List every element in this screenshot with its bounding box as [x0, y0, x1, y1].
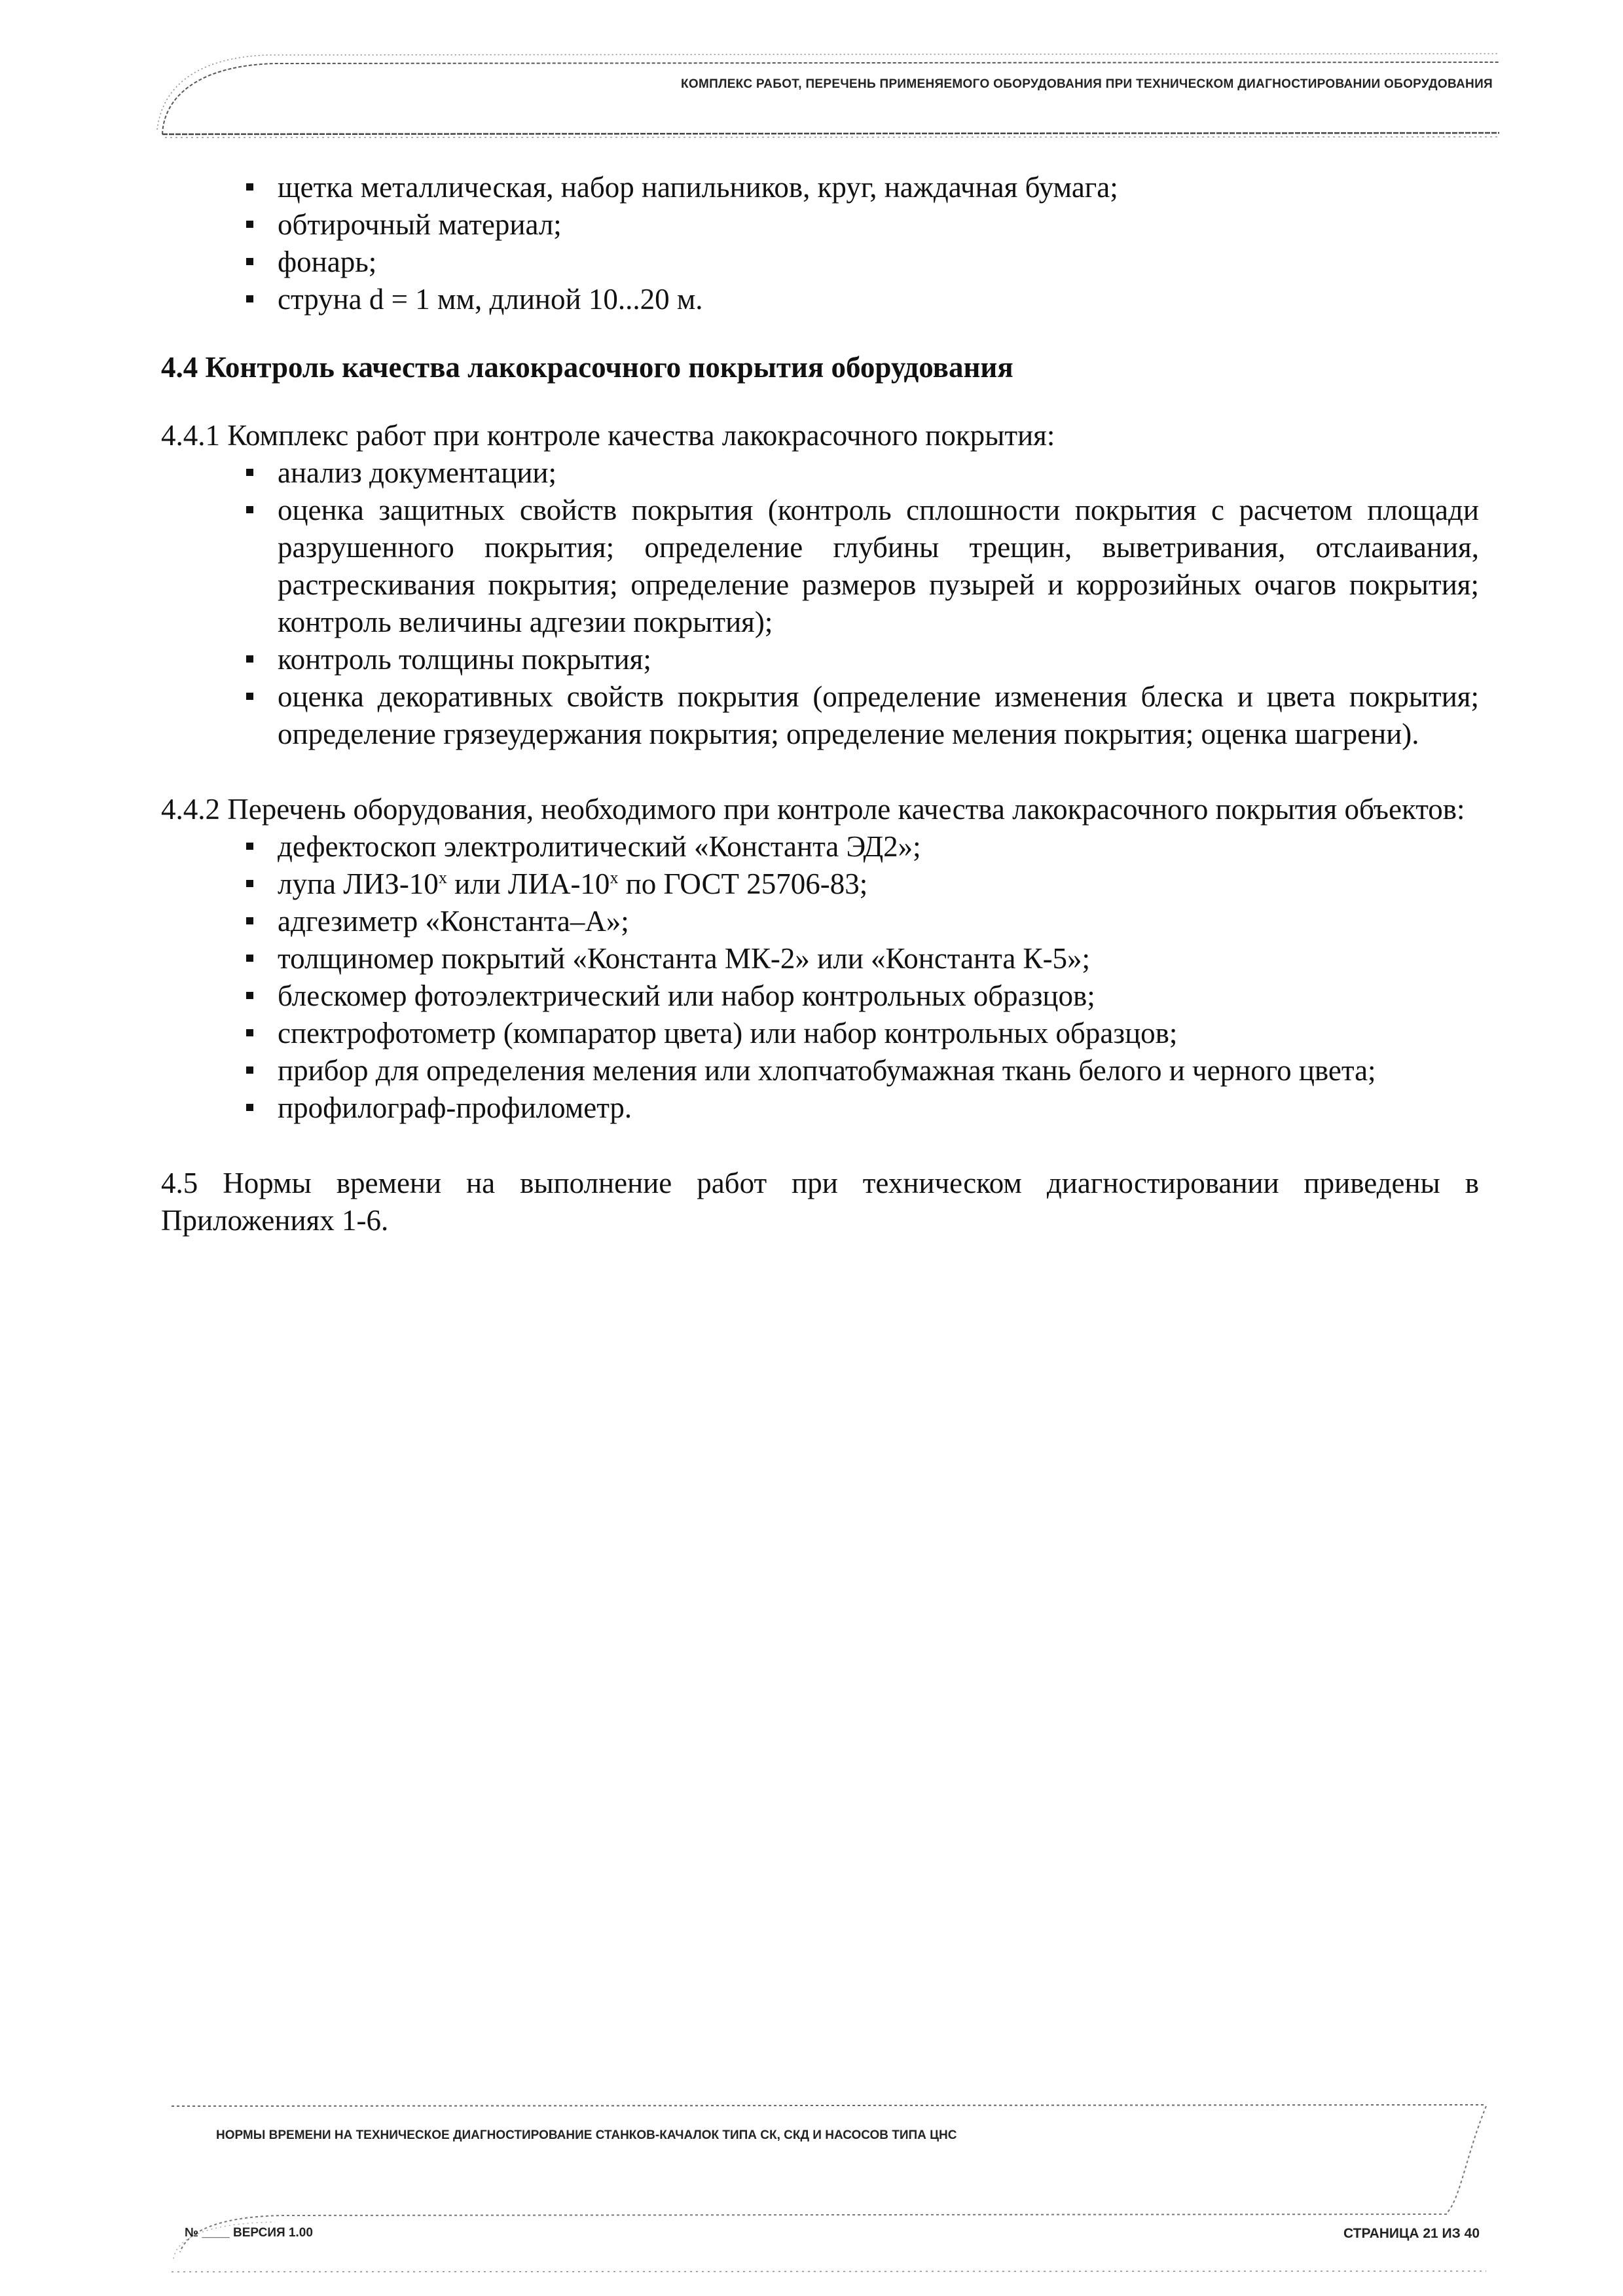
list-item: адгезиметр «Константа–А»;: [161, 903, 1479, 940]
footer-title: НОРМЫ ВРЕМЕНИ НА ТЕХНИЧЕСКОЕ ДИАГНОСТИРОВАНИЕ СТАНКОВ-КАЧАЛОК ТИПА СК, СКД И НАСОСОВ ТИПА ЦНС: [216, 2128, 957, 2142]
footer-frame: [0, 2075, 1623, 2296]
list-item: обтирочный материал;: [161, 206, 1479, 244]
page-number: СТРАНИЦА 21 ИЗ 40: [1343, 2226, 1480, 2241]
document-body: [161, 169, 1479, 1239]
loupe-text-end: по ГОСТ 25706-83;: [618, 867, 868, 900]
list-item: прибор для определения меления или хлопчатобумажная ткань белого и черного цвета;: [161, 1052, 1479, 1089]
tools-list: [161, 169, 1479, 318]
list-item: фонарь;: [161, 244, 1479, 281]
superscript: x: [610, 868, 619, 887]
equipment-list: [161, 828, 1479, 1127]
list-item: оценка декоративных свойств покрытия (определение изменения блеска и цвета покрытия; определение грязеудержания покрытия; определение меления покрытия; оценка шагрени).: [161, 678, 1479, 753]
list-item: анализ документации;: [161, 454, 1479, 492]
superscript: x: [438, 868, 447, 887]
loupe-text-mid: или ЛИА-10: [447, 867, 610, 900]
loupe-text-start: лупа ЛИЗ-10: [278, 867, 439, 900]
list-item: струна d = 1 мм, длиной 10...20 м.: [161, 281, 1479, 318]
list-item: оценка защитных свойств покрытия (контроль сплошности покрытия с расчетом площади разрушенного покрытия; определение глубины трещин, выветривания, отслаивания, растрескивания покрытия; определение размеров пузырей и коррозийных очагов покрытия; контроль величины адгезии покрытия);: [161, 492, 1479, 641]
paragraph-4-4-2: 4.4.2 Перечень оборудования, необходимого при контроле качества лакокрасочного покрытия объектов:: [161, 793, 1465, 826]
work-list: [161, 454, 1479, 753]
footer-version: № ____ ВЕРСИЯ 1.00: [185, 2226, 313, 2240]
list-item: щетка металлическая, набор напильников, круг, наждачная бумага;: [161, 169, 1479, 206]
paragraph-4-4-1: 4.4.1 Комплекс работ при контроле качества лакокрасочного покрытия:: [161, 419, 1055, 452]
list-item: толщиномер покрытий «Константа МК-2» или «Константа К-5»;: [161, 940, 1479, 977]
list-item: блескомер фотоэлектрический или набор контрольных образцов;: [161, 977, 1479, 1015]
list-item: контроль толщины покрытия;: [161, 641, 1479, 678]
list-item: спектрофотометр (компаратор цвета) или набор контрольных образцов;: [161, 1015, 1479, 1052]
paragraph-4-5: 4.5 Нормы времени на выполнение работ при техническом диагностировании приведены в Приложениях 1-6.: [161, 1167, 1479, 1237]
list-item-loupe: [161, 866, 1479, 903]
header-title: КОМПЛЕКС РАБОТ, ПЕРЕЧЕНЬ ПРИМЕНЯЕМОГО ОБОРУДОВАНИЯ ПРИ ТЕХНИЧЕСКОМ ДИАГНОСТИРОВАНИИ ОБОРУДОВАНИЯ: [681, 77, 1493, 91]
list-item: профилограф-профилометр.: [161, 1089, 1479, 1127]
header-frame: [0, 0, 1623, 151]
list-item: дефектоскоп электролитический «Константа ЭД2»;: [161, 828, 1479, 866]
section-heading: 4.4 Контроль качества лакокрасочного покрытия оборудования: [161, 351, 1013, 384]
